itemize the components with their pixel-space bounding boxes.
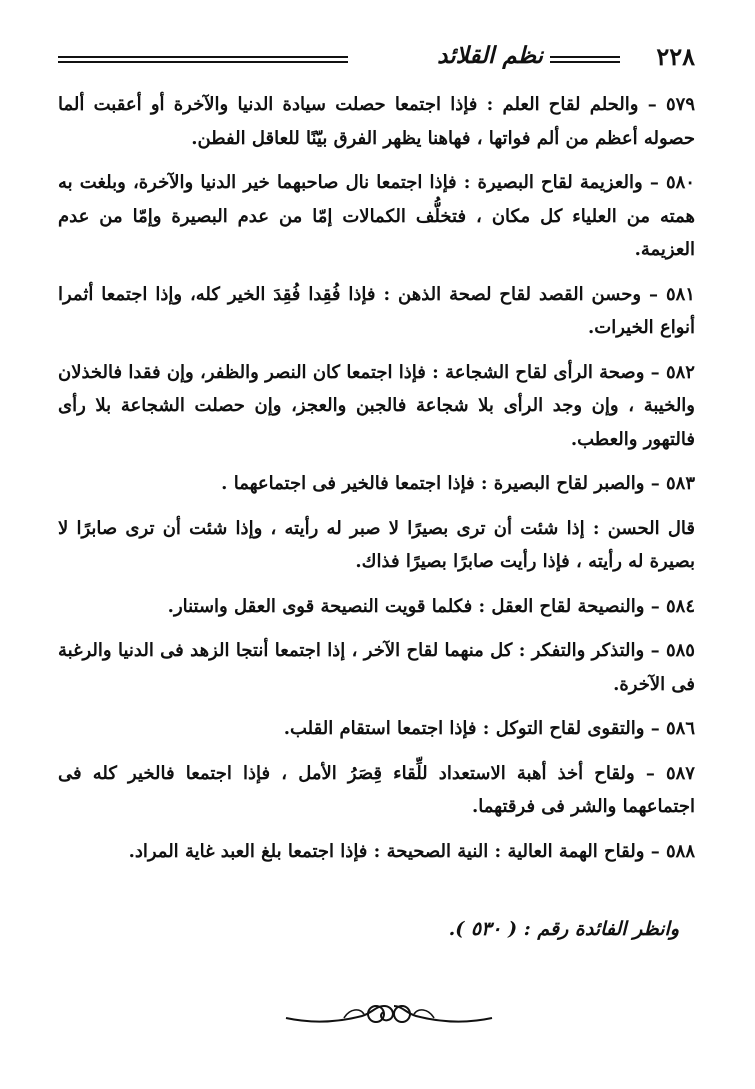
paragraph-585: ٥٨٥ – والتذكر والتفكر : كل منهما لقاح الآخر ، إذا اجتمعا أنتجا الزهد فى الدنيا والرغبة فى الآخرة. [58,640,695,695]
paragraph-579: ٥٧٩ – والحلم لقاح العلم : فإذا اجتمعا حصلت سيادة الدنيا والآخرة أو أعقبت ألما حصوله أعظم من ألم فواتها ، فهاهنا يظهر الفرق بيّنًا للعاقل الفطن. [58,94,695,149]
paragraph-text: وحسن القصد لقاح لصحة الذهن : فإذا فُقِدا فُقِدَ الخير كله، وإذا اجتمعا أثمرا أنواع الخيرات. [58,283,695,338]
paragraph-text: والحلم لقاح العلم : فإذا اجتمعا حصلت سيادة الدنيا والآخرة أو أعقبت ألما حصوله أعظم من ألم فواتها ، فهاهنا يظهر الفرق بيّنًا للعاقل الفطن. [58,94,695,149]
cross-reference [449,918,679,940]
paragraph-582: ٥٨٢ – وصحة الرأى لقاح الشجاعة : فإذا اجتمعا كان النصر والظفر، وإن فقدا فالخذلان والخيبة ، وإن وجد الرأى بلا شجاعة فالجبن والعجز، وإن حصلت الشجاعة بلا رأى فالتهور والعطب. [58,361,695,450]
paragraph-text: والتقوى لقاح التوكل : فإذا اجتمعا استقام القلب. [283,718,645,739]
item-number: ٥٨٢ [665,361,695,383]
header-rule-right [550,56,620,63]
item-number: ٥٨٥ [665,640,695,661]
paragraph-text: وصحة الرأى لقاح الشجاعة : فإذا اجتمعا كان النصر والظفر، وإن فقدا فالخذلان والخيبة ، وإن وجد الرأى بلا شجاعة فالجبن والعجز، وإن حصلت الشجاعة بلا رأى فالتهور والعطب. [58,361,695,450]
item-number: ٥٨٦ [665,718,695,739]
paragraph-586: ٥٨٦ – والتقوى لقاح التوكل : فإذا اجتمعا استقام القلب. [283,718,695,739]
paragraph-584: ٥٨٤ – والنصيحة لقاح العقل : فكلما قويت النصيحة قوى العقل واستنار. [167,595,695,617]
page-header [58,38,695,86]
paragraph-text: ولقاح أخذ أهبة الاستعداد للِّقاء قِصَرُ الأمل ، فإذا اجتمعا فالخير كله فى اجتماعهما والشر فى فرقتهما. [58,762,695,817]
header-rule-left [58,56,348,63]
paragraph-text: والنصيحة لقاح العقل : فكلما قويت النصيحة قوى العقل واستنار. [167,595,645,617]
paragraph-text: ولقاح الهمة العالية : النية الصحيحة : فإذا اجتمعا بلغ العبد غاية المراد. [128,840,645,862]
body-text [58,88,695,868]
reference-label: وانظر الفائدة رقم : [523,918,679,940]
paragraph-text: والصبر لقاح البصيرة : فإذا اجتمعا فالخير فى اجتماعهما . [221,473,645,494]
running-title: نظم القلائد [437,42,543,69]
paragraph-text: والعزيمة لقاح البصيرة : فإذا اجتمعا نال صاحبهما خير الدنيا والآخرة، وبلغت به همته من العلياء كل مكان ، فتخلُّف الكمالات إمّا من عدم البصيرة وإمّا من عدم العزيمة. [58,172,695,260]
paragraph-588: ٥٨٨ – ولقاح الهمة العالية : النية الصحيحة : فإذا اجتمعا بلغ العبد غاية المراد. [128,840,695,862]
paragraph-text: والتذكر والتفكر : كل منهما لقاح الآخر ، إذا اجتمعا أنتجا الزهد فى الدنيا والرغبة فى الآخرة. [58,640,695,695]
item-number: ٥٨٧ [665,762,695,784]
paragraph-quote-hasan [58,512,695,579]
paragraph-583: ٥٨٣ – والصبر لقاح البصيرة : فإذا اجتمعا فالخير فى اجتماعهما . [221,473,695,494]
paragraph-581: ٥٨١ – وحسن القصد لقاح لصحة الذهن : فإذا فُقِدا فُقِدَ الخير كله، وإذا اجتمعا أثمرا أنواع الخيرات. [58,283,695,338]
item-number: ٥٨٠ [665,172,695,193]
paragraph-580: ٥٨٠ – والعزيمة لقاح البصيرة : فإذا اجتمعا نال صاحبهما خير الدنيا والآخرة، وبلغت به همته من العلياء كل مكان ، فتخلُّف الكمالات إمّا من عدم البصيرة وإمّا من عدم العزيمة. [58,172,695,260]
paragraph-text: قال الحسن : إذا شئت أن ترى بصيرًا لا صبر له رأيته ، وإذا شئت أن ترى صابرًا لا بصيرة له رأيته ، فإذا رأيت صابرًا بصيرًا فذاك. [58,517,695,572]
item-number: ٥٧٩ [665,94,695,115]
item-number: ٥٨٣ [665,473,695,494]
page-number: ٢٢٨ [656,42,695,71]
paragraph-587: ٥٨٧ – ولقاح أخذ أهبة الاستعداد للِّقاء قِصَرُ الأمل ، فإذا اجتمعا فالخير كله فى اجتماعهما والشر فى فرقتهما. [58,762,695,817]
item-number: ٥٨١ [665,283,695,305]
item-number: ٥٨٨ [665,840,695,862]
item-number: ٥٨٤ [665,595,695,617]
reference-value: ( ٥٣٠ ). [448,918,518,940]
decorative-swirl-icon [284,996,494,1036]
